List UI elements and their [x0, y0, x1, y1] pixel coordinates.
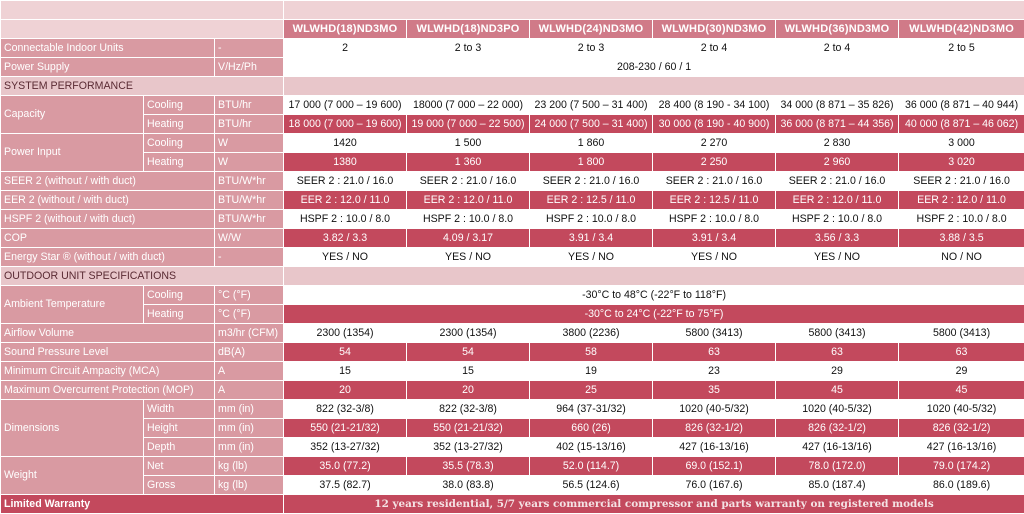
row-eer: EER 2 (without / with duct) BTU/W*hr EER 2 : 12.0 / 11.0 EER 2 : 12.0 / 11.0 EER 2 : 12.5 / 11.0 EER 2 : 12.5 / 11.0 EER 2 : 12.0 / 11.0 EER 2 : 12.0 / 11.0 [1, 191, 1024, 210]
row-energy-star: Energy Star ® (without / with duct) - YES / NO YES / NO YES / NO YES / NO YES / NO NO / NO [1, 248, 1024, 267]
row-label: Capacity [1, 96, 144, 134]
row-ambient-cooling: Ambient Temperature Cooling °C (°F) -30°C to 48°C (-22°F to 118°F) [1, 286, 1024, 305]
model-header: WLWHD(24)ND3MO [530, 20, 653, 39]
row-airflow: Airflow Volume m3/hr (CFM) 2300 (1354) 2300 (1354) 3800 (2236) 5800 (3413) 5800 (3413) 5800 (3413) [1, 324, 1024, 343]
row-mca: Minimum Circuit Ampacity (MCA) A 15 15 19 23 29 29 [1, 362, 1024, 381]
row-label: Weight [1, 457, 144, 495]
row-power-input-cooling: Power Input Cooling W 1420 1 500 1 860 2 270 2 830 3 000 [1, 134, 1024, 153]
row-cop: COP W/W 3.82 / 3.3 4.09 / 3.17 3.91 / 3.4 3.91 / 3.4 3.56 / 3.3 3.88 / 3.5 [1, 229, 1024, 248]
row-capacity-cooling: Capacity Cooling BTU/hr 17 000 (7 000 – 19 600) 18000 (7 000 – 22 000) 23 200 (7 500 – 31 400) 28 400 (8 190 - 34 100) 34 000 (8 871 – 35 826) 36 000 (8 871 – 40 944) [1, 96, 1024, 115]
row-label: Sound Pressure Level [1, 343, 215, 362]
warranty-text: 12 years residential, 5/7 years commercial compressor and parts warranty on registered models [284, 495, 1024, 514]
row-hspf: HSPF 2 (without / with duct) BTU/W*hr HSPF 2 : 10.0 / 8.0 HSPF 2 : 10.0 / 8.0 HSPF 2 : 10.0 / 8.0 HSPF 2 : 10.0 / 8.0 HSPF 2 : 10.0 / 8.0 HSPF 2 : 10.0 / 8.0 [1, 210, 1024, 229]
section-title: SYSTEM PERFORMANCE [1, 77, 284, 96]
row-label: Airflow Volume [1, 324, 215, 343]
row-limited-warranty [1, 495, 1024, 514]
row-label: Limited Warranty [1, 495, 284, 514]
row-label: EER 2 (without / with duct) [1, 191, 215, 210]
row-connectable-indoor-units: Connectable Indoor Units - 2 2 to 3 2 to 3 2 to 4 2 to 4 2 to 5 [1, 39, 1024, 58]
top-spacer-row [1, 1, 1024, 20]
row-label: Power Input [1, 134, 144, 172]
model-header: WLWHD(36)ND3MO [776, 20, 899, 39]
model-header: WLWHD(18)ND3MO [284, 20, 407, 39]
row-label: SEER 2 (without / with duct) [1, 172, 215, 191]
row-mop: Maximum Overcurrent Protection (MOP) A 20 20 25 35 45 45 [1, 381, 1024, 400]
model-header-row [1, 20, 1024, 39]
row-dimensions-depth: Depth mm (in) 352 (13-27/32) 352 (13-27/32) 402 (15-13/16) 427 (16-13/16) 427 (16-13/16) 427 (16-13/16) [1, 438, 1024, 457]
row-seer: SEER 2 (without / with duct) BTU/W*hr SEER 2 : 21.0 / 16.0 SEER 2 : 21.0 / 16.0 SEER 2 : 21.0 / 16.0 SEER 2 : 21.0 / 16.0 SEER 2 : 21.0 / 16.0 SEER 2 : 21.0 / 16.0 [1, 172, 1024, 191]
row-label: Dimensions [1, 400, 144, 457]
row-unit: V/Hz/Ph [215, 58, 284, 77]
row-capacity-heating: Heating BTU/hr 18 000 (7 000 – 19 600) 19 000 (7 000 – 22 500) 24 000 (7 500 – 31 400) 30 000 (8 190 - 40 900) 36 000 (8 871 – 44 356) 40 000 (8 871 – 46 062) [1, 115, 1024, 134]
section-outdoor-specs [1, 267, 1024, 286]
row-label: COP [1, 229, 215, 248]
row-label: Maximum Overcurrent Protection (MOP) [1, 381, 215, 400]
model-header: WLWHD(30)ND3MO [653, 20, 776, 39]
model-header: WLWHD(18)ND3PO [407, 20, 530, 39]
section-system-performance [1, 77, 1024, 96]
row-dimensions-height: Height mm (in) 550 (21-21/32) 550 (21-21/32) 660 (26) 826 (32-1/2) 826 (32-1/2) 826 (32-1/2) [1, 419, 1024, 438]
row-sound: Sound Pressure Level dB(A) 54 54 58 63 63 63 [1, 343, 1024, 362]
row-weight-net: Weight Net kg (lb) 35.0 (77.2) 35.5 (78.3) 52.0 (114.7) 69.0 (152.1) 78.0 (172.0) 79.0 (174.2) [1, 457, 1024, 476]
row-power-supply: Power Supply V/Hz/Ph 208-230 / 60 / 1 [1, 58, 1024, 77]
row-ambient-heating: Heating °C (°F) -30°C to 24°C (-22°F to 75°F) [1, 305, 1024, 324]
row-label: Ambient Temperature [1, 286, 144, 324]
row-label: Connectable Indoor Units [1, 39, 215, 58]
row-unit: - [215, 39, 284, 58]
row-label: Power Supply [1, 58, 215, 77]
row-label: HSPF 2 (without / with duct) [1, 210, 215, 229]
section-title: OUTDOOR UNIT SPECIFICATIONS [1, 267, 284, 286]
row-dimensions-width: Dimensions Width mm (in) 822 (32-3/8) 822 (32-3/8) 964 (37-31/32) 1020 (40-5/32) 1020 (40-5/32) 1020 (40-5/32) [1, 400, 1024, 419]
row-power-input-heating: Heating W 1380 1 360 1 800 2 250 2 960 3 020 [1, 153, 1024, 172]
model-header: WLWHD(42)ND3MO [899, 20, 1024, 39]
row-label: Energy Star ® (without / with duct) [1, 248, 215, 267]
row-weight-gross: Gross kg (lb) 37.5 (82.7) 38.0 (83.8) 56.5 (124.6) 76.0 (167.6) 85.0 (187.4) 86.0 (189.6) [1, 476, 1024, 495]
row-label: Minimum Circuit Ampacity (MCA) [1, 362, 215, 381]
